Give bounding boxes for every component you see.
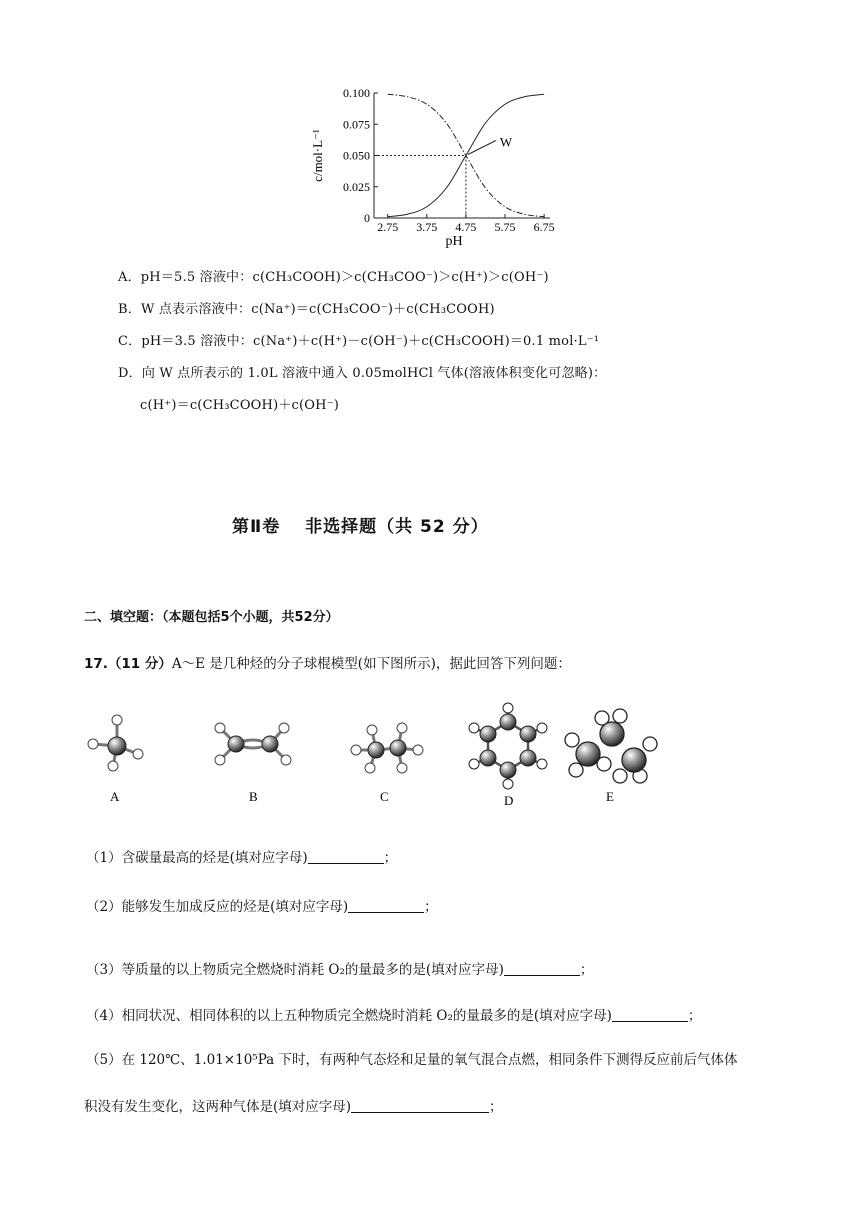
y-tick-label: 0.075 — [343, 117, 370, 132]
q17-sub3 — [86, 958, 593, 978]
y-tick-label: 0.100 — [343, 86, 370, 100]
q17-sub5-text: 积没有发生变化，这两种气体是(填对应字母) — [84, 1099, 352, 1115]
x-tick-label: 2.75 — [377, 220, 399, 234]
option-b-prefix: B．W 点表示溶液中： — [118, 302, 252, 317]
x-axis-label: pH — [445, 234, 463, 249]
option-c — [118, 330, 599, 349]
q17-sub4-end: ； — [687, 1008, 702, 1024]
answer-blank-5[interactable] — [351, 1098, 489, 1113]
molecule-b-ethylene — [215, 723, 291, 765]
molecule-e-propane — [565, 709, 657, 783]
option-d-line1: D．向 W 点所表示的 1.0L 溶液中通入 0.05molHCl 气体(溶液体积变化可忽略)： — [118, 366, 607, 381]
annotation-pointer — [468, 141, 496, 155]
q17-sub5-line1: （5）在 120℃、1.01×10⁵Pa 下时，有两种气态烃和足量的氧气混合点燃，相同条件下测得反应前后气体体 — [86, 1052, 738, 1068]
molecule-models-figure — [80, 700, 680, 810]
q17-sub2 — [86, 895, 438, 915]
q17-sub4 — [86, 1004, 701, 1024]
molecule-d-benzene — [469, 703, 547, 789]
q17-sub2-text: （2）能够发生加成反应的烃是(填对应字母) — [86, 899, 349, 915]
option-a-prefix: A．pH＝5.5 溶液中： — [118, 270, 253, 285]
subsection-title: 二、填空题：（本题包括5个小题，共52分） — [84, 610, 339, 625]
q17-sub5-end: ； — [489, 1099, 503, 1115]
y-tick-label: 0.025 — [343, 179, 370, 194]
y-axis-label: c/mol·L⁻¹ — [310, 129, 325, 182]
q17-sub4-text: （4）相同状况、相同体积的以上五种物质完全燃烧时消耗 O₂的量最多的是(填对应字母) — [86, 1008, 612, 1024]
x-tick-label: 3.75 — [416, 220, 438, 234]
label-a: A — [110, 789, 120, 804]
x-tick-label: 6.75 — [533, 220, 555, 234]
x-tick-label: 5.75 — [494, 220, 516, 234]
answer-blank-1[interactable] — [308, 849, 384, 864]
x-tick-label: 4.75 — [455, 220, 477, 234]
option-c-prefix: C．pH＝3.5 溶液中： — [118, 334, 254, 349]
label-b: B — [249, 789, 258, 804]
option-c-expr: c(Na⁺)＋c(H⁺)－c(OH⁻)＋c(CH₃COOH)＝0.1 mol·L⁻¹ — [253, 334, 600, 349]
q17-stem-line — [84, 652, 571, 672]
q17-number: 17.（11 分） — [84, 656, 172, 672]
label-c: C — [380, 789, 389, 804]
option-b — [118, 298, 495, 317]
option-a — [118, 266, 549, 285]
answer-blank-4[interactable] — [612, 1007, 688, 1022]
section-title: 第Ⅱ卷 非选择题（共 52 分） — [232, 517, 489, 537]
answer-blank-3[interactable] — [504, 961, 580, 976]
label-d: D — [504, 793, 514, 808]
q17-sub3-end: ； — [579, 962, 594, 978]
q17-sub1 — [86, 846, 397, 866]
label-e: E — [606, 789, 614, 804]
answer-blank-2[interactable] — [348, 898, 424, 913]
option-d-line2: c(H⁺)＝c(CH₃COOH)＋c(OH⁻) — [140, 398, 340, 413]
q17-sub1-text: （1）含碳量最高的烃是(填对应字母) — [86, 850, 308, 866]
q17-sub5-line2 — [84, 1095, 503, 1115]
q17-sub2-end: ； — [424, 899, 438, 915]
y-tick-label: 0 — [364, 211, 370, 225]
q17-sub3-text: （3）等质量的以上物质完全燃烧时消耗 O₂的量最多的是(填对应字母) — [86, 962, 504, 978]
q17-sub1-end: ； — [383, 850, 398, 866]
option-a-expr: c(CH₃COOH)＞c(CH₃COO⁻)＞c(H⁺)＞c(OH⁻) — [252, 270, 549, 285]
ph-distribution-chart — [300, 80, 570, 255]
annotation-label: W — [499, 134, 513, 150]
molecule-c-ethane — [351, 723, 423, 773]
q17-stem: A～E 是几种烃的分子球棍模型(如下图所示)，据此回答下列问题： — [171, 656, 571, 672]
molecule-a-methane — [88, 715, 143, 771]
y-tick-label: 0.050 — [343, 148, 370, 163]
option-b-expr: c(Na⁺)＝c(CH₃COO⁻)＋c(CH₃COOH) — [251, 302, 495, 317]
